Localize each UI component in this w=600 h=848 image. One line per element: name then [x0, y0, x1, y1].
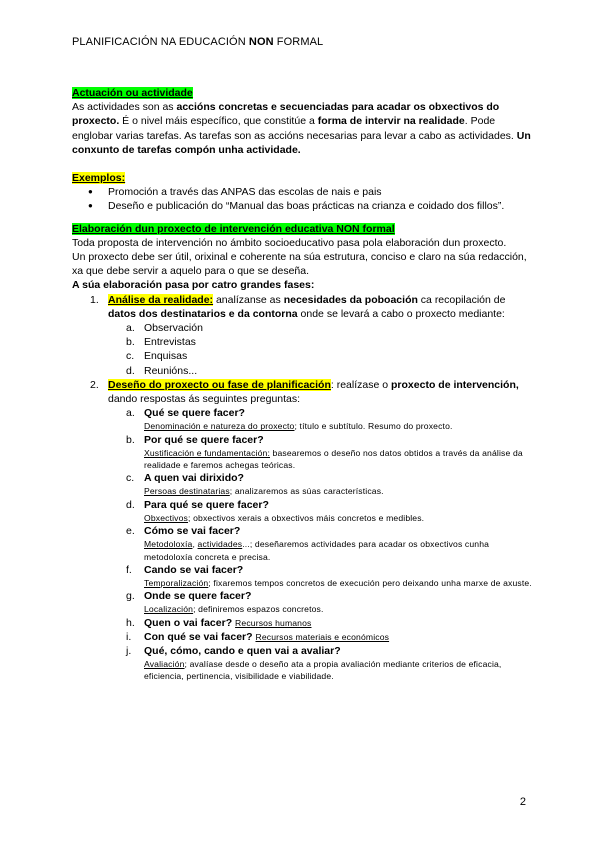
list-item: i. Con qué se vai facer? Recursos materiais e económicos	[126, 630, 390, 643]
page-number: 2	[519, 796, 526, 808]
examples-heading: Exemplos:	[72, 172, 126, 185]
proxecto-paragraph-1: Toda proposta de intervención no ámbito socioeducativo pasa pola elaboración dun proxecto.	[72, 236, 507, 249]
list-item: a. Qué se quere facer? Denominación e natureza do proxecto; título e subtítulo. Resumo do proxecto.	[126, 407, 453, 432]
header-text: PLANIFICACIÓN NA EDUCACIÓN	[72, 36, 249, 48]
list-item: f. Cando se vai facer? Temporalización; fixaremos tempos concretos de execución pero deixando unha marxe de axuste.	[126, 563, 532, 588]
page-header	[72, 36, 323, 48]
phase2-sublist	[108, 406, 534, 682]
list-item: ● Promoción a través das ANPAS das escolas de nais e pais	[86, 185, 534, 199]
phase1-sublist	[108, 321, 534, 378]
list-item: a. Observación	[126, 322, 203, 335]
list-item: d. Para qué se quere facer? Obxectivos; obxectivos xerais a obxectivos máis concretos e medibles.	[126, 498, 425, 523]
list-item: h. Quen o vai facer? Recursos humanos	[126, 616, 312, 629]
section-heading-actuacion: Actuación ou actividade	[72, 87, 193, 99]
phase-item-2: 2. Deseño do proxecto ou fase de planificación: realízase o proxecto de intervención, dando respostas ás seguintes preguntas: a. Qué se quere facer? Denominación e natureza do proxecto; título e subtítulo. Resumo do proxecto. b. Por qué se quere facer? Xustificación e fundamentación: basearemos o deseño nos datos obtidos a través da análise da realidade e faremos achegas teóricas. c. A quen vai dirixido? Persoas destinatarias; analizaremos as súas características. d. Para qué se quere facer? Obxectivos; obxectivos xerais a obxectivos máis concretos e medibles. e. Cómo se vai facer? Metodoloxía, actividades...; deseñaremos actividades para acadar os obxectivos cunha metodoloxía concreta e precisa. f. Cando se vai facer? Temporalización; fixaremos tempos concretos de execución pero deixando unha marxe de axuste. g. Onde se quere facer? Localización; definiremos espazos concretos. h. Quen o vai facer? Recursos humanos i. Con qué se vai facer? Recursos materiais e económicos j. Qué, cómo, cando e quen vai a avaliar? Avaliación; avalíase desde o deseño ata a propia avaliación mediante criterios de eficacia, eficiencia, pertinencia, visibilidade e viabilidade.	[72, 378, 534, 683]
phases-list	[72, 293, 534, 683]
list-item: d. Reunións...	[126, 364, 198, 377]
list-item: e. Cómo se vai facer? Metodoloxía, actividades...; deseñaremos actividades para acadar os obxectivos cunha metodoloxía concreta e precisa.	[126, 525, 490, 562]
list-item: j. Qué, cómo, cando e quen vai a avaliar? Avaliación; avalíase desde o deseño ata a propia avaliación mediante criterios de eficacia, eficiencia, pertinencia, visibilidade e viabilidade.	[126, 644, 502, 682]
list-item: b. Por qué se quere facer? Xustificación e fundamentación: basearemos o deseño nos datos obtidos a través da análise da realidade e faremos achegas teóricas.	[126, 433, 523, 471]
document-body	[72, 86, 534, 683]
actuacion-paragraph: As actividades son as accións concretas e secuenciadas para acadar os obxectivos do proxecto. É o nivel máis específico, que constitúe a forma de intervir na realidade. Pode englobar varias tarefas. As tarefas son as accións necesarias para levar a cabo as actividades. Un conxunto de tarefas compón unha actividade.	[72, 101, 531, 156]
proxecto-paragraph-2: Un proxecto debe ser útil, orixinal e coherente na súa estrutura, conciso e claro na súa redacción, xa que debe servir a aquelo para o que se deseña.	[72, 251, 527, 278]
header-bold: NON	[248, 36, 274, 48]
phase-item-1: 1. Análise da realidade: analízanse as necesidades da poboación ca recopilación de datos dos destinatarios e da contorna onde se levará a cabo o proxecto mediante: a. Observación b. Entrevistas c. Enquisas d. Reunións...	[72, 293, 534, 378]
examples-list	[72, 185, 534, 213]
list-item: ● Deseño e publicación do “Manual das boas prácticas na crianza e coidado dos fillos”.	[86, 199, 534, 213]
header-end: FORMAL	[273, 36, 324, 48]
list-item: c. Enquisas	[126, 350, 188, 363]
list-item: g. Onde se quere facer? Localización; definiremos espazos concretos.	[126, 590, 324, 615]
section-heading-proxecto: Elaboración dun proxecto de intervención educativa NON formal	[72, 222, 395, 235]
list-item: b. Entrevistas	[126, 336, 196, 349]
phases-intro: A súa elaboración pasa por catro grandes fases:	[72, 279, 315, 292]
list-item: c. A quen vai dirixido? Persoas destinatarias; analizaremos as súas características.	[126, 472, 384, 497]
